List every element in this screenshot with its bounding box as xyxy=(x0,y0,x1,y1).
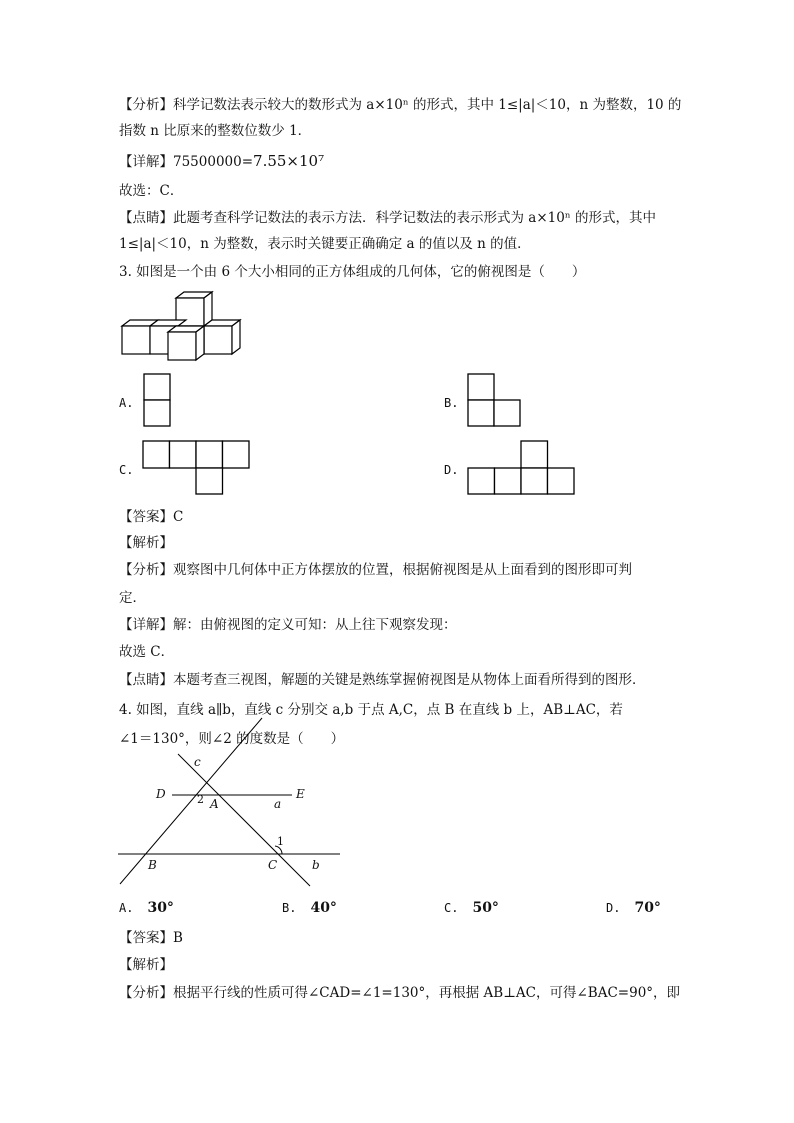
q3-option-b-label[interactable]: B. xyxy=(444,396,459,410)
q3-jiexi: 【解析】 xyxy=(119,535,173,551)
q3-option-d-label[interactable]: D. xyxy=(444,463,459,477)
q3-option-d-figure[interactable] xyxy=(467,440,577,496)
line-c xyxy=(178,754,310,886)
q4-option-b[interactable] xyxy=(282,900,337,916)
q3-comment: 【点睛】本题考查三视图，解题的关键是熟练掌握俯视图是从物体上面看所得到的图形． xyxy=(119,672,646,688)
q3-option-b-figure[interactable] xyxy=(467,373,523,429)
q3-solid-figure xyxy=(118,290,243,365)
label-a-point: A xyxy=(210,797,219,811)
q4-option-d[interactable] xyxy=(606,900,661,916)
q2-detail-value: 7.55×10⁷ xyxy=(253,152,325,170)
label-c-point: C xyxy=(268,858,278,872)
q2-choice: 故选：C． xyxy=(119,183,184,199)
label-b-line: b xyxy=(312,858,320,872)
q4-option-b-value: 40° xyxy=(310,900,337,916)
q4-option-c-value: 50° xyxy=(472,900,499,916)
q4-option-d-letter: D. xyxy=(606,901,621,915)
q2-comment-line2: 1≤|a|＜10，n 为整数，表示时关键要正确确定 a 的值以及 n 的值． xyxy=(119,236,531,252)
q4-option-a-value: 30° xyxy=(147,900,174,916)
q4-option-a-letter: A. xyxy=(119,901,134,915)
label-d: D xyxy=(156,787,166,801)
label-1: 1 xyxy=(277,835,284,848)
q4-analysis: 【分析】根据平行线的性质可得∠CAD=∠1=130°，再根据 AB⊥AC，可得∠BAC=90°，即 xyxy=(119,985,681,1001)
label-2: 2 xyxy=(197,793,204,806)
q3-answer: 【答案】C xyxy=(119,509,184,525)
q3-detail: 【详解】解：由俯视图的定义可知：从上往下观察发现： xyxy=(119,617,457,633)
q2-detail-prefix: 【详解】75500000= xyxy=(119,154,254,170)
label-b-point: B xyxy=(148,858,157,872)
q4-jiexi: 【解析】 xyxy=(119,957,173,973)
q4-answer: 【答案】B xyxy=(119,930,183,946)
q3-analysis-line1: 【分析】观察图中几何体中正方体摆放的位置，根据俯视图是从上面看到的图形即可判 xyxy=(119,562,632,578)
q2-detail xyxy=(119,151,324,172)
q3-option-c-label[interactable]: C. xyxy=(119,463,134,477)
q4-question-line1: 4. 如图，直线 a∥b，直线 c 分别交 a,b 于点 A,C，点 B 在直线 b 上，AB⊥AC，若 xyxy=(119,702,623,718)
q4-geometry-figure xyxy=(112,750,352,890)
q3-option-c-figure[interactable] xyxy=(142,440,252,496)
q2-comment-line1: 【点睛】此题考查科学记数法的表示方法．科学记数法的表示形式为 a×10ⁿ 的形式，其中 xyxy=(119,210,656,226)
q4-option-d-value: 70° xyxy=(634,900,661,916)
q2-analysis-line1: 【分析】科学记数法表示较大的数形式为 a×10ⁿ 的形式，其中 1≤|a|＜10，n 为整数，10 的 xyxy=(119,97,682,113)
label-c: c xyxy=(194,755,201,769)
q3-option-a-label[interactable]: A. xyxy=(119,396,134,410)
label-e: E xyxy=(296,787,305,801)
q3-analysis-line2: 定． xyxy=(119,590,146,606)
q4-question-line2: ∠1＝130°，则∠2 的度数是（ ） xyxy=(119,731,345,747)
q3-question: 3. 如图是一个由 6 个大小相同的正方体组成的几何体，它的俯视图是（ ） xyxy=(119,264,586,280)
q4-option-c[interactable] xyxy=(444,900,499,916)
q4-option-b-letter: B. xyxy=(282,901,297,915)
q4-option-a[interactable] xyxy=(119,900,174,916)
q3-choice: 故选 C． xyxy=(119,644,175,660)
label-a-line: a xyxy=(274,797,282,811)
q3-option-a-figure[interactable] xyxy=(143,373,171,427)
q4-option-c-letter: C. xyxy=(444,901,459,915)
q2-analysis-line2: 指数 n 比原来的整数位数少 1． xyxy=(119,123,312,139)
